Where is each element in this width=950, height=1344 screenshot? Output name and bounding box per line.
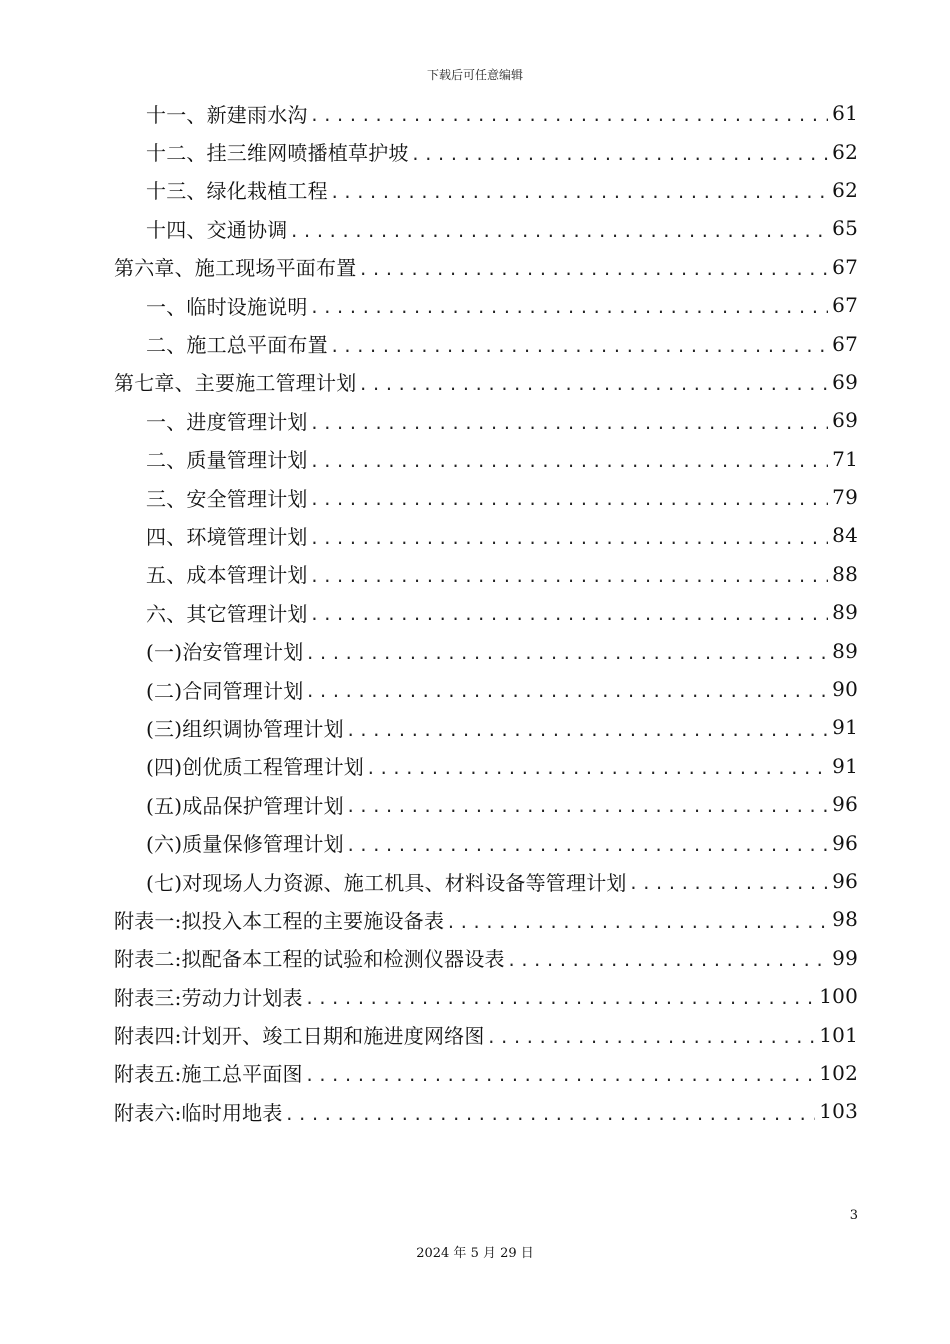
toc-dot-leader [411, 145, 829, 171]
toc-entry-page: 96 [832, 830, 858, 855]
toc-dot-leader [305, 1066, 815, 1092]
toc-entry-page: 91 [832, 753, 858, 778]
toc-entry-title: (一)治安管理计划 [146, 640, 304, 665]
toc-entry-page: 96 [832, 869, 858, 893]
toc-entry[interactable] [114, 900, 858, 938]
toc-entry[interactable] [114, 670, 858, 708]
toc-dot-leader [305, 644, 828, 670]
toc-entry[interactable] [114, 209, 858, 247]
toc-entry[interactable] [114, 440, 858, 478]
toc-entry[interactable] [114, 248, 858, 286]
toc-dot-leader [310, 452, 829, 478]
toc-entry[interactable] [114, 593, 858, 631]
toc-entry-page: 71 [832, 446, 858, 471]
header-note: 下载后可任意编辑 [426, 68, 523, 82]
toc-entry-title: 六、其它管理计划 [146, 601, 308, 626]
toc-entry[interactable] [114, 939, 858, 977]
toc-entry-title: 附表六:临时用地表 [114, 1100, 283, 1125]
toc-dot-leader [358, 260, 828, 286]
toc-entry[interactable] [114, 862, 858, 900]
toc-dot-leader [285, 1105, 816, 1131]
toc-dot-leader [310, 529, 829, 555]
toc-entry-page: 102 [819, 1060, 858, 1085]
toc-entry-page: 84 [832, 523, 858, 548]
toc-dot-leader [330, 183, 828, 209]
toc-entry[interactable] [114, 516, 858, 554]
toc-entry-title: 二、施工总平面布置 [146, 333, 328, 358]
toc-entry-title: 附表三:劳动力计划表 [114, 985, 303, 1010]
toc-entry-page: 67 [832, 293, 858, 318]
toc-entry-title: (七)对现场人力资源、施工机具、材料设备等管理计划 [146, 870, 627, 895]
toc-entry[interactable] [114, 1015, 858, 1053]
page-number: 3 [849, 1208, 858, 1223]
toc-dot-leader [310, 298, 829, 324]
toc-entry-page: 98 [832, 907, 858, 932]
toc-entry-title: 十一、新建雨水沟 [146, 102, 308, 127]
toc-entry-title: 五、成本管理计划 [146, 563, 308, 588]
footer-date: 2024 年 5 月 29 日 [416, 1246, 534, 1261]
toc-entry-title: (四)创优质工程管理计划 [146, 755, 365, 780]
toc-entry-title: 十三、绿化栽植工程 [146, 179, 328, 204]
toc-dot-leader [346, 836, 828, 862]
toc-entry-title: 第六章、施工现场平面布置 [114, 256, 357, 281]
toc-entry-title: (三)组织调协管理计划 [146, 716, 344, 741]
toc-entry[interactable] [114, 977, 858, 1015]
toc-dot-leader [305, 989, 815, 1015]
toc-entry-title: 附表一:拟投入本工程的主要施设备表 [114, 908, 445, 933]
toc-entry-title: 十四、交通协调 [146, 217, 288, 242]
toc-entry-title: 十二、挂三维网喷播植草护坡 [146, 141, 409, 166]
toc-entry[interactable] [114, 631, 858, 669]
toc-dot-leader [446, 913, 828, 939]
toc-entry[interactable] [114, 363, 858, 401]
toc-entry-page: 89 [832, 600, 858, 625]
toc-dot-leader [330, 337, 828, 363]
toc-entry-title: 第七章、主要施工管理计划 [114, 371, 357, 396]
toc-entry[interactable] [114, 286, 858, 324]
toc-entry-page: 99 [832, 945, 858, 970]
toc-entry-page: 96 [832, 792, 858, 817]
toc-dot-leader [310, 106, 829, 132]
toc-entry-page: 61 [832, 101, 858, 126]
toc-entry-page: 67 [832, 254, 858, 279]
toc-dot-leader [629, 874, 829, 900]
toc-dot-leader [366, 759, 828, 785]
toc-entry-page: 65 [832, 216, 858, 241]
toc-entry-title: 四、环境管理计划 [146, 524, 308, 549]
toc-entry-page: 62 [832, 177, 858, 202]
toc-entry[interactable] [114, 94, 858, 132]
toc-entry[interactable] [114, 132, 858, 170]
toc-entry[interactable] [114, 478, 858, 516]
toc-entry-title: 附表四:计划开、竣工日期和施进度网络图 [114, 1024, 485, 1049]
toc-entry-page: 69 [832, 408, 858, 433]
toc-entry[interactable] [114, 401, 858, 439]
toc-entry[interactable] [114, 747, 858, 785]
toc-dot-leader [346, 721, 828, 747]
toc-entry-title: (五)成品保护管理计划 [146, 793, 344, 818]
toc-entry-page: 90 [832, 677, 858, 702]
toc-dot-leader [305, 682, 828, 708]
toc-dot-leader [310, 414, 829, 440]
toc-dot-leader [507, 951, 828, 977]
toc-entry-page: 67 [832, 331, 858, 356]
toc-entry-page: 88 [832, 561, 858, 586]
toc-entry-page: 89 [832, 638, 858, 663]
toc-entry-title: 三、安全管理计划 [146, 486, 308, 511]
toc-entry[interactable] [114, 555, 858, 593]
toc-entry-page: 100 [819, 984, 858, 1009]
table-of-contents [114, 94, 858, 1131]
toc-dot-leader [487, 1028, 816, 1054]
toc-entry-page: 69 [832, 369, 858, 394]
toc-entry-page: 91 [832, 715, 858, 740]
toc-entry-page: 103 [819, 1099, 858, 1124]
toc-dot-leader [289, 222, 828, 248]
toc-entry[interactable] [114, 708, 858, 746]
toc-entry-title: 一、临时设施说明 [146, 294, 308, 319]
toc-entry-title: (二)合同管理计划 [146, 678, 304, 703]
toc-entry-title: 附表二:拟配备本工程的试验和检测仪器设表 [114, 947, 505, 972]
toc-entry[interactable] [114, 171, 858, 209]
toc-entry[interactable] [114, 823, 858, 861]
toc-dot-leader [310, 490, 829, 516]
toc-entry-page: 79 [832, 485, 858, 510]
toc-entry-title: 二、质量管理计划 [146, 448, 308, 473]
toc-dot-leader [358, 375, 828, 401]
toc-dot-leader [310, 567, 829, 593]
toc-entry-title: 一、进度管理计划 [146, 409, 308, 434]
toc-entry[interactable] [114, 785, 858, 823]
toc-entry-title: 附表五:施工总平面图 [114, 1062, 303, 1087]
toc-entry-page: 101 [819, 1022, 858, 1047]
toc-entry[interactable] [114, 324, 858, 362]
toc-entry-title: (六)质量保修管理计划 [146, 832, 344, 857]
toc-entry[interactable] [114, 1054, 858, 1092]
toc-entry-page: 62 [832, 139, 858, 164]
toc-dot-leader [310, 605, 829, 631]
toc-dot-leader [346, 797, 828, 823]
toc-entry[interactable] [114, 1092, 858, 1130]
